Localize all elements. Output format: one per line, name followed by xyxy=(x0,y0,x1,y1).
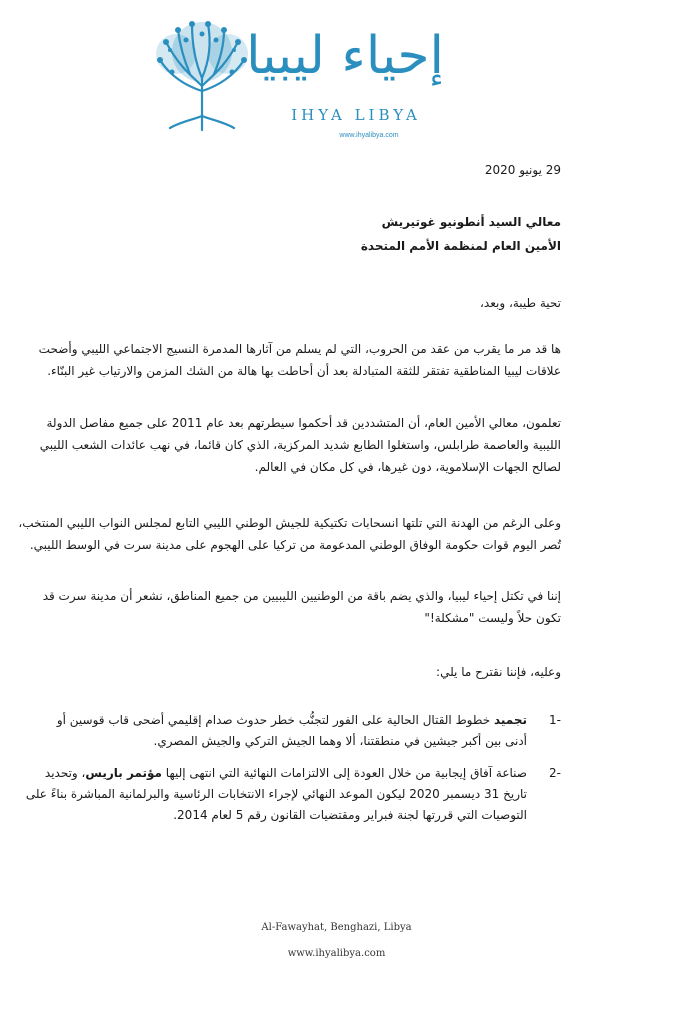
recipient-title: الأمين العام لمنظمة الأمم المتحدة xyxy=(360,239,561,253)
proposal-number: -1 xyxy=(549,713,561,727)
proposal-text: خطوط القتال الحالية على الفور لتجنُّب خطر حدوث صدام إقليمي أضحى قاب قوسين أو xyxy=(56,713,491,727)
paragraph-line: تعلمون، معالي الأمين العام، أن المتشددين قد أحكموا سيطرتهم بعد عام 2011 على جميع مفاصل الدولة xyxy=(46,416,561,430)
proposal-line xyxy=(56,710,527,731)
paragraph-line: لصالح الجهات الإسلاموية، دون غيرها، في كل مكان في العالم. xyxy=(254,460,561,474)
paragraph-2 xyxy=(39,412,561,478)
paragraph-3 xyxy=(18,512,561,556)
footer-address: Al-Fawayhat, Benghazi, Libya xyxy=(261,922,412,933)
proposal-line xyxy=(44,763,527,784)
proposal-text: صناعة آفاق إيجابية من خلال العودة إلى الالتزامات النهائية التي انتهى إليها xyxy=(165,766,527,780)
logo-english: IHYA LIBYA xyxy=(291,106,421,124)
proposal-line: تاريخ 31 ديسمبر 2020 ليكون الموعد النهائي لإجراء الانتخابات الرئاسية والبرلمانية المباشرة بناءً على xyxy=(25,787,527,801)
paragraph-4 xyxy=(42,585,561,629)
paragraph-line: وعلى الرغم من الهدنة التي تلتها انسحابات تكتيكية للجيش الوطني الليبي التابع لمجلس النواب الليبي المنتخب، xyxy=(18,516,561,530)
letter-date: 29 يونيو 2020 xyxy=(484,163,561,177)
proposal-number: -2 xyxy=(549,766,561,780)
proposal-item-1 xyxy=(56,710,561,752)
tree-icon xyxy=(146,16,258,132)
recipient-name: معالي السيد أنطونيو غوتيريش xyxy=(381,215,561,229)
proposal-line: التوصيات التي قررتها لجنة فبراير ومقتضيات القانون رقم 5 لعام 2014. xyxy=(173,808,527,822)
proposal-intro: وعليه، فإننا نقترح ما يلي: xyxy=(436,665,561,679)
paragraph-1 xyxy=(38,338,561,382)
paragraph-line: تُصر اليوم قوات حكومة الوفاق الوطني المدعومة من تركيا على الهجوم على مدينة سرت في الوسط الليبي. xyxy=(29,538,561,552)
footer-website: www.ihyalibya.com xyxy=(287,948,386,959)
proposal-text: ، وتحديد xyxy=(44,766,86,780)
paragraph-line: الليبية والعاصمة طرابلس، واستغلوا الطابع شديد المركزية، الذي كان قائما، في نهب عائدات الشعب الليبي xyxy=(39,438,561,452)
proposal-bold: مؤتمر باريس xyxy=(85,766,162,780)
paragraph-line: ها قد مر ما يقرب من عقد من الحروب، التي لم يسلم من آثارها المدمرة النسيج الاجتماعي الليبي وأضحت xyxy=(38,342,561,356)
letterhead-logo xyxy=(146,16,446,151)
greeting: تحية طيبة، وبعد، xyxy=(480,296,561,310)
logo-website: www.ihyalibya.com xyxy=(339,132,399,139)
logo-arabic: إحياء ليبيا xyxy=(246,26,444,86)
paragraph-line: إننا في تكتل إحياء ليبيا، والذي يضم باقة من الوطنيين الليبيين من جميع المناطق، نشعر أن مدينة سرت قد xyxy=(42,589,561,603)
proposal-item-2 xyxy=(25,763,561,826)
paragraph-line: تكون حلاً وليست "مشكلة!" xyxy=(424,611,561,625)
proposal-line: أدنى بين أكبر جيشين في منطقتنا، ألا وهما الجيش التركي والجيش المصري. xyxy=(153,734,527,748)
proposal-bold: تجميد xyxy=(493,713,527,727)
paragraph-line: علاقات ليبيا المناطقية تفتقر للثقة المتبادلة بعد أن أحاطت بها هالة من الشك المزمن والارتياب غير البنّاء. xyxy=(47,364,561,378)
